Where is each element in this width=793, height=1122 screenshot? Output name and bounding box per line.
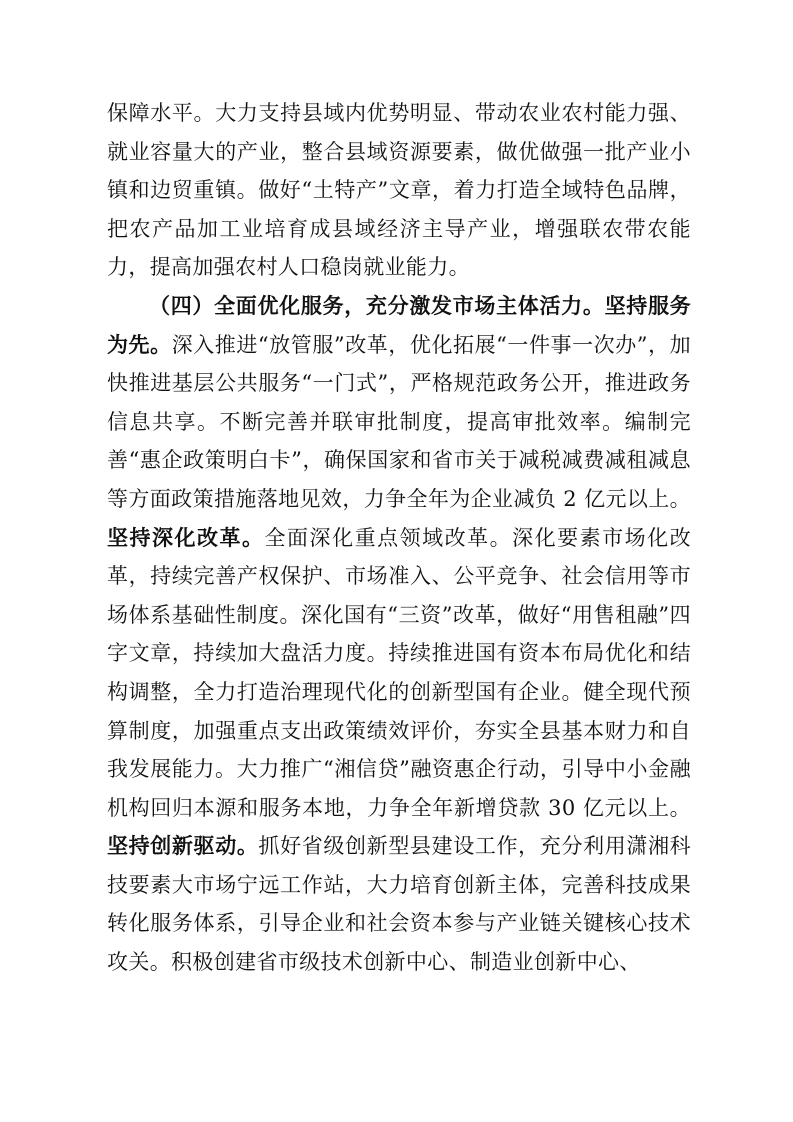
sub2-heading: 坚持深化改革。 bbox=[107, 524, 265, 550]
body-text bbox=[107, 94, 691, 982]
paragraph-continued: 保障水平。大力支持县域内优势明显、带动农业农村能力强、就业容量大的产业，整合县域资源要素，做优做强一批产业小镇和边贸重镇。做好“土特产”文章，着力打造全域特色品牌，把农产品加工业培育成县域经济主导产业，增强联农带农能力，提高加强农村人口稳岗就业能力。 bbox=[107, 101, 691, 280]
sub3-heading: 坚持创新驱动。 bbox=[107, 833, 259, 859]
sub3-text: 抓好省级创新型县建设工作，充分利用潇湘科技要素大市场宁远工作站，大力培育创新主体，完善科技成果转化服务体系，引导企业和社会资本参与产业链关键核心技术攻关。积极创建省市级技术创新中心、制造业创新中心、 bbox=[107, 834, 691, 975]
sub1-heading: 坚持服务为先。 bbox=[107, 292, 691, 357]
sub1-text: 深入推进“放管服”改革，优化拓展“一件事一次办”，加快推进基层公共服务“一门式”，严格规范政务公开，推进政务信息共享。不断完善并联审批制度，提高审批效率。编制完善“惠企政策明白卡”，确保国家和省市关于减税减费减租减息等方面政策措施落地见效，力争全年为企业减负 2 亿元以上。 bbox=[107, 332, 691, 511]
section-4-heading: （四）全面优化服务，充分激发市场主体活力。 bbox=[149, 292, 605, 318]
section-4-paragraph bbox=[107, 287, 691, 982]
sub2-text: 全面深化重点领域改革。深化要素市场化改革，持续完善产权保护、市场准入、公平竞争、社会信用等市场体系基础性制度。深化国有“三资”改革，做好“用售租融”四字文章，持续加大盘活力度。持续推进国有资本布局优化和结构调整，全力打造治理现代化的创新型国有企业。健全现代预算制度，加强重点支出政策绩效评价，夯实全县基本财力和自我发展能力。大力推广“湘信贷”融资惠企行动，引导中小金融机构回归本源和服务本地，力争全年新增贷款 30 亿元以上。 bbox=[107, 525, 691, 820]
